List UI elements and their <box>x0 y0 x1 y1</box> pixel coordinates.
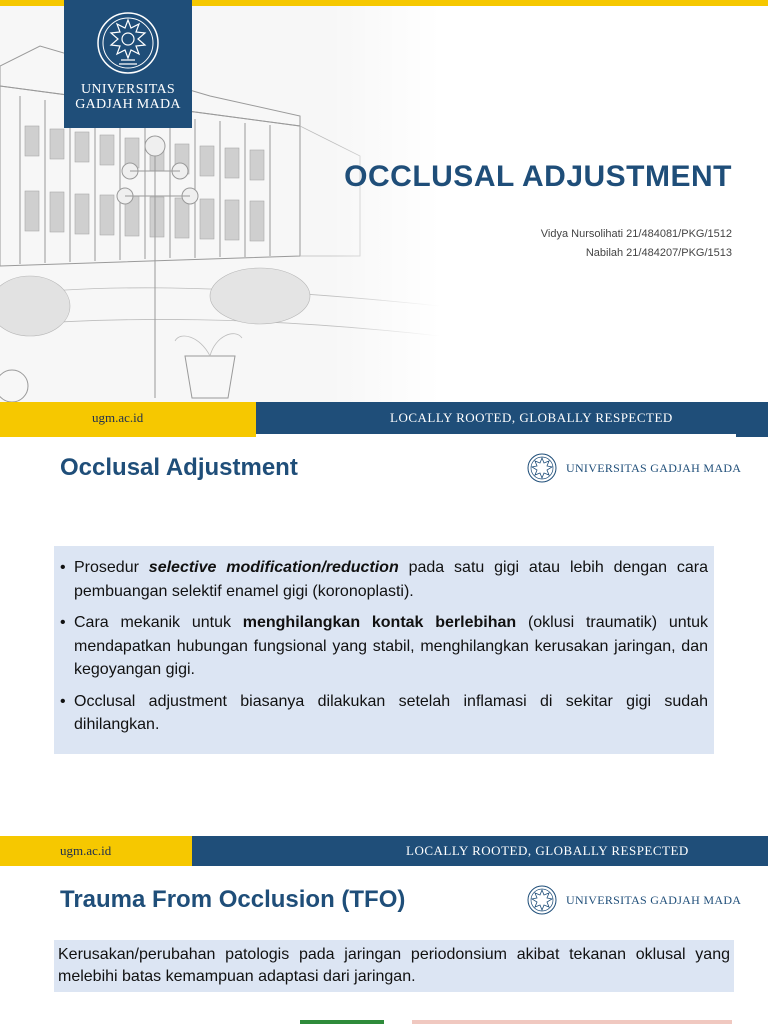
footer-accent-strip <box>0 434 768 442</box>
yellow-accent <box>0 434 256 437</box>
bullet-text-pre: Cara mekanik untuk <box>74 614 243 631</box>
bullet-marker: • <box>60 614 66 631</box>
bullet-text: Occlusal adjustment biasanya dilakukan setelah inflamasi di sekitar gigi sudah dihilangkan. <box>74 692 708 733</box>
logo-text: UNIVERSITAS GADJAH MADA <box>566 892 742 907</box>
bullet-item <box>60 690 708 737</box>
presentation-title: OCCLUSAL ADJUSTMENT <box>344 160 732 193</box>
ugm-emblem-icon <box>526 884 558 916</box>
navy-accent <box>736 434 768 437</box>
content-slide-tfo <box>0 868 768 1024</box>
university-logo-small <box>526 884 741 916</box>
bullet-item <box>60 556 708 603</box>
bullet-text-emphasis: menghilangkan kontak berlebihan <box>242 614 517 631</box>
bullet-marker: • <box>60 559 66 576</box>
pink-accent-tab <box>412 1020 732 1024</box>
bullet-text-post: (oklusi traumatik) untuk mendapatkan hubungan fungsional yang stabil, menghilangkan kerusakan jaringan, dan kegoyangan gigi. <box>74 614 709 678</box>
content-slide-occlusal-adjustment <box>0 442 768 858</box>
ugm-emblem-icon <box>95 10 161 76</box>
bullet-text-emphasis: selective modification/reduction <box>148 559 399 576</box>
logo-text: UNIVERSITAS GADJAH MADA <box>566 460 742 475</box>
title-slide <box>0 0 768 442</box>
logo-line-2: GADJAH MADA <box>75 97 181 112</box>
slide-footer <box>0 836 768 866</box>
bullet-text-post: pada satu gigi atau lebih dengan cara pembuangan selektif enamel gigi (koronoplasti). <box>74 559 708 600</box>
definition-box: Kerusakan/perubahan patologis pada jaringan periodonsium akibat tekanan oklusal yang melebihi batas kemampuan adaptasi dari jaringan. <box>54 940 734 992</box>
university-logo <box>64 0 192 128</box>
green-accent-tab <box>300 1020 384 1024</box>
content-box <box>54 546 714 754</box>
bullet-marker: • <box>60 692 66 710</box>
university-logo-small <box>526 452 741 484</box>
ugm-emblem-icon <box>526 452 558 484</box>
bullet-text <box>74 556 708 603</box>
slide-footer <box>0 402 768 434</box>
bullet-item <box>60 611 708 682</box>
logo-line-1: UNIVERSITAS <box>81 82 175 97</box>
footer-url: ugm.ac.id <box>0 836 192 866</box>
slide-title: Occlusal Adjustment <box>60 454 298 481</box>
bullet-text <box>74 611 708 682</box>
footer-tagline: LOCALLY ROOTED, GLOBALLY RESPECTED <box>256 402 768 434</box>
author-line-2: Nabilah 21/484207/PKG/1513 <box>585 247 732 259</box>
footer-tagline: LOCALLY ROOTED, GLOBALLY RESPECTED <box>192 836 768 866</box>
slide-title: Trauma From Occlusion (TFO) <box>60 886 406 913</box>
bullet-text-pre: Prosedur <box>74 559 149 576</box>
footer-url: ugm.ac.id <box>0 402 256 434</box>
author-line-1: Vidya Nursolihati 21/484081/PKG/1512 <box>540 228 732 240</box>
